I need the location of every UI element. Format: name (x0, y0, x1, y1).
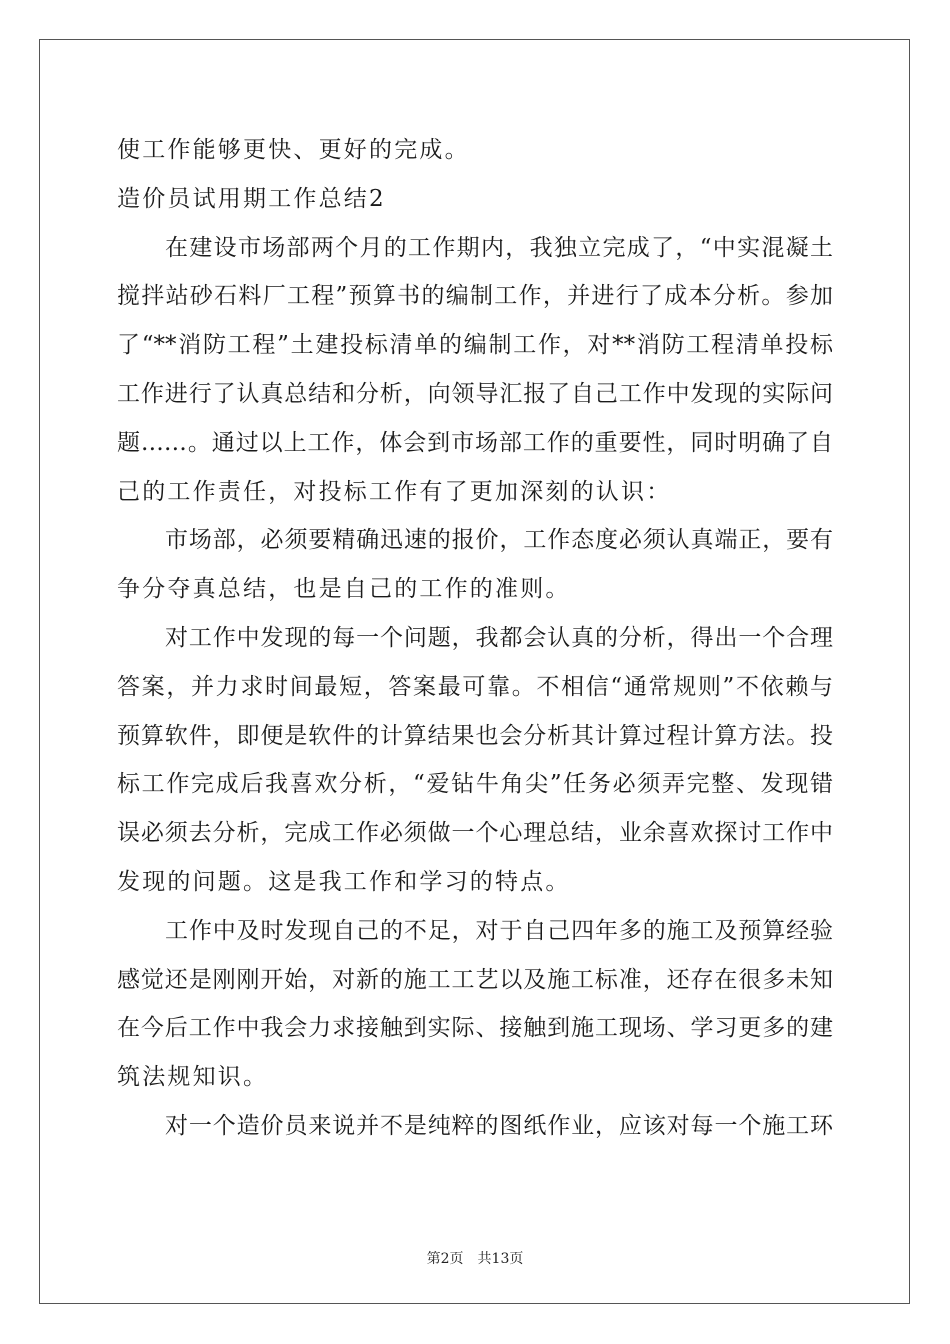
text-line: 了“**消防工程”土建投标清单的编制工作，对**消防工程清单投标 (117, 332, 833, 359)
text-line: 市场部，必须要精确迅速的报价，工作态度必须认真端正，要有 (165, 527, 833, 554)
text-line: 题……。通过以上工作，体会到市场部工作的重要性，同时明确了自 (117, 429, 833, 456)
text-line: 工作中及时发现自己的不足，对于自己四年多的施工及预算经验 (165, 917, 833, 944)
text-line: 在建设市场部两个月的工作期内，我独立完成了，“中实混凝土 (165, 234, 833, 261)
text-line: 标工作完成后我喜欢分析，“爱钻牛角尖”任务必须弄完整、发现错 (117, 771, 833, 798)
text-line: 己的工作责任，对投标工作有了更加深刻的认识： (117, 478, 672, 505)
text-line: 答案，并力求时间最短，答案最可靠。不相信“通常规则”不依赖与 (117, 673, 833, 700)
text-line: 预算软件，即便是软件的计算结果也会分析其计算过程计算方法。投 (117, 722, 833, 749)
text-line: 发现的问题。这是我工作和学习的特点。 (117, 868, 571, 895)
text-line: 对工作中发现的每一个问题，我都会认真的分析，得出一个合理 (165, 624, 833, 651)
text-line: 筑法规知识。 (117, 1064, 269, 1091)
text-line: 工作进行了认真总结和分析，向领导汇报了自己工作中发现的实际问 (117, 380, 833, 407)
text-line: 误必须去分析，完成工作必须做一个心理总结，业余喜欢探讨工作中 (117, 820, 833, 847)
text-line: 使工作能够更快、更好的完成。 (117, 137, 470, 163)
section-heading: 造价员试用期工作总结2 (117, 185, 386, 212)
text-line: 对一个造价员来说并不是纯粹的图纸作业，应该对每一个施工环 (165, 1112, 833, 1139)
text-line: 在今后工作中我会力求接触到实际、接触到施工现场、学习更多的建 (117, 1015, 833, 1042)
page-number: 第2页 (426, 1251, 464, 1267)
text-line: 感觉还是刚刚开始，对新的施工工艺以及施工标准，还存在很多未知 (117, 966, 833, 993)
document-body (117, 126, 833, 1151)
text-line: 搅拌站砂石料厂工程”预算书的编制工作，并进行了成本分析。参加 (117, 283, 833, 310)
page-footer (0, 1248, 950, 1268)
text-line: 争分夺真总结，也是自己的工作的准则。 (117, 576, 571, 603)
page-total: 共13页 (477, 1251, 524, 1267)
